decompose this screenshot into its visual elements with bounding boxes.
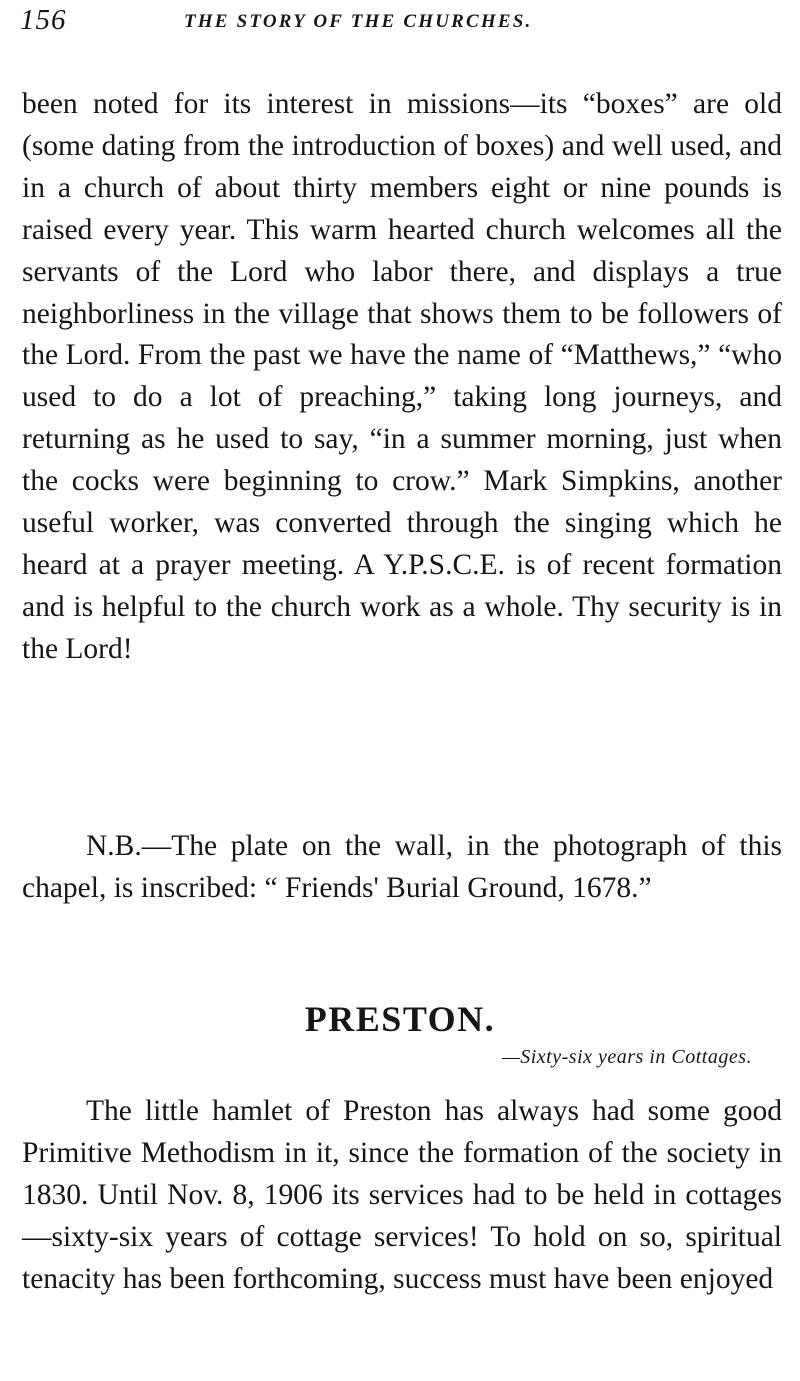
running-title: THE STORY OF THE CHURCHES. [184, 11, 533, 32]
section-epigraph: —Sixty-six years in Cottages. [501, 1046, 752, 1068]
section-heading: PRESTON. [304, 999, 496, 1039]
page-number: 156 [20, 4, 67, 36]
note-paragraph: N.B.—The plate on the wall, in the photograph of this chapel, is inscribed: “ Friends' Burial Ground, 1678.” [22, 830, 782, 904]
section-paragraph: The little hamlet of Preston has always had some good Primitive Methodism in it, since the formation of the society in 1830. Until Nov. 8, 1906 its services had to be held in cottages—sixty-six years of cottage services! To hold on so, spiritual tenacity has been forthcoming, success must have been enjoyed [22, 1095, 782, 1295]
continuation-paragraph: been noted for its interest in missions—its “boxes” are old (some dating from the introduction of boxes) and well used, and in a church of about thirty members eight or nine pounds is raised every year. This warm hearted church welcomes all the servants of the Lord who labor there, and displays a true neighborliness in the village that shows them to be followers of the Lord. From the past we have the name of “Matthews,” “who used to do a lot of preaching,” taking long journeys, and returning as he used to say, “in a summer morning, just when the cocks were beginning to crow.” Mark Simpkins, another useful worker, was converted through the singing which he heard at a prayer meeting. A Y.P.S.C.E. is of recent formation and is helpful to the church work as a whole. Thy security is in the Lord! [22, 88, 782, 665]
running-head [20, 2, 780, 46]
